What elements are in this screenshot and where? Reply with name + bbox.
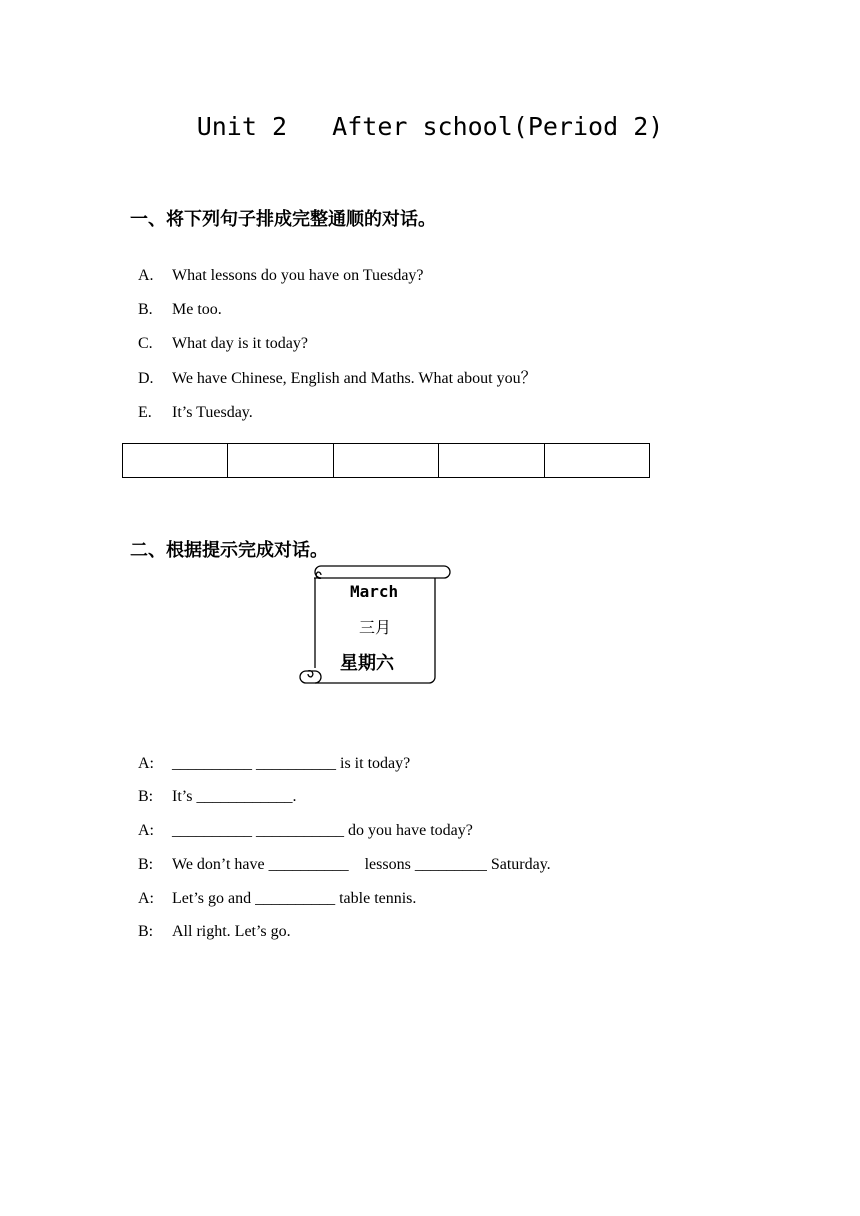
speaker-label: A: bbox=[138, 890, 154, 907]
speaker-label: A: bbox=[138, 755, 154, 772]
page-title: Unit 2 After school(Period 2) bbox=[196, 112, 664, 141]
option-text: It’s Tuesday. bbox=[172, 404, 253, 421]
speaker-label: A: bbox=[138, 822, 154, 839]
answer-cell[interactable] bbox=[333, 444, 438, 478]
dialogue-text: __________ ___________ do you have today? bbox=[172, 822, 473, 839]
section-1-heading: 一、将下列句子排成完整通顺的对话。 bbox=[130, 209, 436, 230]
dialogue-text: All right. Let’s go. bbox=[172, 923, 291, 940]
option-b bbox=[130, 280, 222, 318]
answer-order-table bbox=[122, 443, 650, 478]
speaker-label: B: bbox=[138, 788, 154, 805]
answer-cell[interactable] bbox=[544, 444, 649, 478]
option-e bbox=[130, 383, 253, 421]
calendar-scroll-card bbox=[298, 565, 454, 687]
option-text: We have Chinese, English and Maths. What about you？ bbox=[172, 370, 537, 387]
option-text: What day is it today? bbox=[172, 335, 308, 352]
option-text: What lessons do you have on Tuesday? bbox=[172, 267, 424, 284]
dialogue-text: We don’t have __________ lessons _________ Saturday. bbox=[172, 856, 551, 873]
answer-cell[interactable] bbox=[228, 444, 333, 478]
option-c bbox=[130, 314, 308, 352]
option-text: Me too. bbox=[172, 301, 222, 318]
dialogue-text: __________ __________ is it today? bbox=[172, 755, 411, 772]
option-label: C. bbox=[138, 335, 153, 352]
dialogue-line bbox=[130, 801, 473, 839]
month-chinese-label: 三月 bbox=[359, 618, 392, 637]
speaker-label: B: bbox=[138, 856, 154, 873]
option-label: A. bbox=[138, 267, 154, 284]
dialogue-line bbox=[130, 869, 417, 907]
dialogue-text: It’s ____________. bbox=[172, 788, 297, 805]
dialogue-line bbox=[130, 734, 411, 772]
dialogue-text: Let’s go and __________ table tennis. bbox=[172, 890, 417, 907]
section-2-heading: 二、根据提示完成对话。 bbox=[130, 540, 328, 561]
option-label: B. bbox=[138, 301, 153, 318]
weekday-label: 星期六 bbox=[340, 653, 394, 674]
option-a bbox=[130, 246, 424, 284]
month-label: March bbox=[350, 582, 399, 601]
option-label: E. bbox=[138, 404, 152, 421]
answer-cell[interactable] bbox=[439, 444, 544, 478]
option-label: D. bbox=[138, 370, 154, 387]
answer-row bbox=[123, 444, 650, 478]
option-d bbox=[130, 349, 537, 387]
dialogue-line bbox=[130, 902, 291, 940]
answer-cell[interactable] bbox=[123, 444, 228, 478]
dialogue-line bbox=[130, 835, 551, 873]
dialogue-line bbox=[130, 767, 297, 805]
speaker-label: B: bbox=[138, 923, 154, 940]
